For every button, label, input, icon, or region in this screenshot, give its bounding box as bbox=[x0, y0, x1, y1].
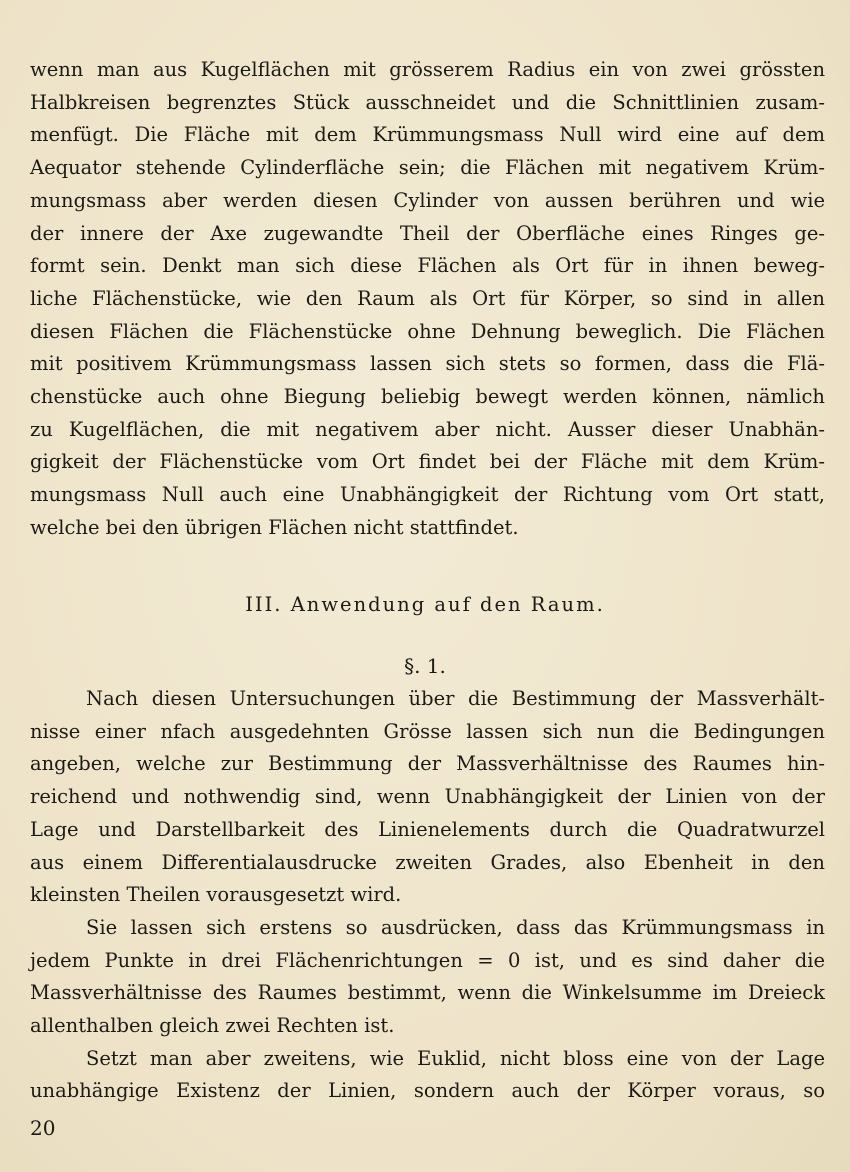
text-line: kleinsten Theilen vorausgesetzt wird. bbox=[30, 883, 402, 907]
text-line: wenn man aus Kugelflächen mit grösserem Radius ein von zwei grössten bbox=[30, 58, 825, 81]
text-line: Setzt man aber zweitens, wie Euklid, nicht bloss eine von der Lage bbox=[86, 1046, 825, 1070]
text-line: Aequator stehende Cylinderfläche sein; die Flächen mit negativem Krüm- bbox=[30, 156, 825, 180]
text-line: Nach diesen Untersuchungen über die Bestimmung der Massverhält- bbox=[86, 687, 825, 710]
text-line: Sie lassen sich erstens so ausdrücken, dass das Krümmungsmass in bbox=[86, 915, 825, 939]
text-line: formt sein. Denkt man sich diese Flächen als Ort für in ihnen beweg- bbox=[30, 254, 825, 278]
text-line: aus einem Differentialausdrucke zweiten Grades, also Ebenheit in den bbox=[30, 850, 825, 874]
text-line: liche Flächenstücke, wie den Raum als Ort für Körper, so sind in allen bbox=[30, 286, 825, 310]
text-line: der innere der Axe zugewandte Theil der Oberfläche eines Ringes ge- bbox=[30, 221, 825, 245]
text-line: zu Kugelflächen, die mit negativem aber nicht. Ausser dieser Unabhän- bbox=[30, 417, 825, 441]
section-number: §. 1. bbox=[404, 654, 446, 678]
text-line: reichend und nothwendig sind, wenn Unabhängigkeit der Linien von der bbox=[30, 785, 825, 809]
section-heading: III. Anwendung auf den Raum. bbox=[245, 593, 605, 616]
text-line: gigkeit der Flächenstücke vom Ort findet bei der Fläche mit dem Krüm- bbox=[30, 450, 825, 474]
page-number: 20 bbox=[30, 1116, 56, 1140]
text-line: jedem Punkte in drei Flächenrichtungen = 0 ist, und es sind daher die bbox=[30, 948, 825, 972]
paragraph-continuation bbox=[30, 54, 825, 545]
text-line: Lage und Darstellbarkeit des Linienelements durch die Quadratwurzel bbox=[30, 817, 825, 841]
section-body bbox=[30, 683, 825, 1108]
text-line: mungsmass aber werden diesen Cylinder von aussen berühren und wie bbox=[30, 188, 825, 212]
text-line: Massverhältnisse des Raumes bestimmt, wenn die Winkelsumme im Dreieck bbox=[30, 981, 825, 1005]
text-line: allenthalben gleich zwei Rechten ist. bbox=[30, 1014, 395, 1038]
text-line: chenstücke auch ohne Biegung beliebig bewegt werden können, nämlich bbox=[30, 385, 825, 409]
text-line: unabhängige Existenz der Linien, sondern auch der Körper voraus, so bbox=[30, 1079, 825, 1103]
text-line: nisse einer nfach ausgedehnten Grösse lassen sich nun die Bedingungen bbox=[30, 719, 825, 743]
text-line: menfügt. Die Fläche mit dem Krümmungsmass Null wird eine auf dem bbox=[30, 123, 825, 147]
text-line: Halbkreisen begrenztes Stück ausschneidet und die Schnittlinien zusam- bbox=[30, 90, 825, 114]
text-line: angeben, welche zur Bestimmung der Massverhältnisse des Raumes hin- bbox=[30, 752, 825, 776]
text-line: welche bei den übrigen Flächen nicht stattfindet. bbox=[30, 515, 519, 539]
text-line: mit positivem Krümmungsmass lassen sich stets so formen, dass die Flä- bbox=[30, 352, 825, 376]
text-line: mungsmass Null auch eine Unabhängigkeit der Richtung vom Ort statt, bbox=[30, 483, 825, 507]
text-line: diesen Flächen die Flächenstücke ohne Dehnung beweglich. Die Flächen bbox=[30, 319, 825, 343]
